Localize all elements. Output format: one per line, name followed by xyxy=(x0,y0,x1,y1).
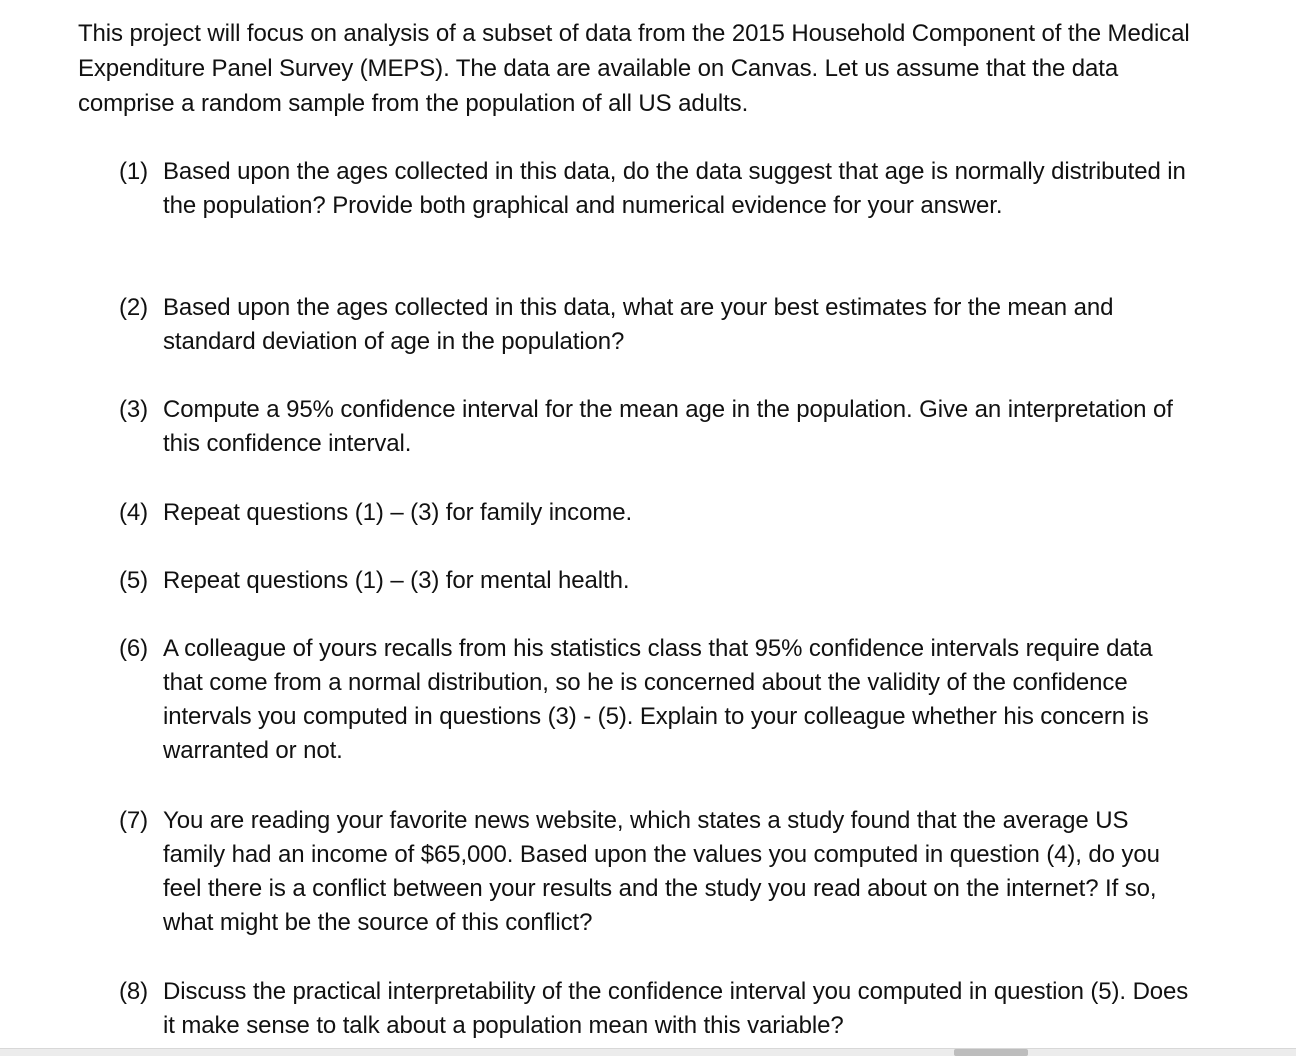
question-number: (6) xyxy=(119,635,149,662)
question-text: Based upon the ages collected in this data, do the data suggest that age is normally distributed in the population? Provide both graphical and numerical evidence for your answer. xyxy=(163,158,1186,219)
question-5 xyxy=(119,564,1194,598)
question-6 xyxy=(119,632,1194,768)
question-text: Based upon the ages collected in this data, what are your best estimates for the mean and standard deviation of age in the population? xyxy=(163,294,1114,355)
horizontal-scrollbar[interactable] xyxy=(0,1048,1296,1056)
question-text: A colleague of yours recalls from his statistics class that 95% confidence intervals require data that come from a normal distribution, so he is concerned about the validity of the confidence intervals you computed in questions (3) - (5). Explain to your colleague whether his concern is warranted or not. xyxy=(163,635,1153,764)
question-text: Repeat questions (1) – (3) for family income. xyxy=(163,499,633,526)
question-2 xyxy=(119,291,1194,359)
question-text: Discuss the practical interpretability of the confidence interval you computed in question (5). Does it make sense to talk about a population mean with this variable? xyxy=(163,978,1189,1039)
question-number: (1) xyxy=(119,158,149,185)
question-text: You are reading your favorite news website, which states a study found that the average US family had an income of $65,000. Based upon the values you computed in question (4), do you feel there is a conflict between your results and the study you read about on the internet? If so, what might be the source of this conflict? xyxy=(163,807,1160,936)
question-4 xyxy=(119,496,1194,530)
question-8 xyxy=(119,975,1194,1043)
question-number: (4) xyxy=(119,499,149,526)
question-text: Repeat questions (1) – (3) for mental health. xyxy=(163,567,630,594)
question-number: (2) xyxy=(119,294,149,321)
question-number: (3) xyxy=(119,396,149,423)
question-number: (7) xyxy=(119,807,149,834)
question-number: (5) xyxy=(119,567,149,594)
question-text: Compute a 95% confidence interval for the mean age in the population. Give an interpretation of this confidence interval. xyxy=(163,396,1173,457)
question-7 xyxy=(119,804,1194,940)
question-3 xyxy=(119,393,1194,461)
scrollbar-thumb[interactable] xyxy=(954,1049,1028,1056)
intro-paragraph: This project will focus on analysis of a subset of data from the 2015 Household Component of the Medical Expenditure Panel Survey (MEPS). The data are available on Canvas. Let us assume that the data comprise a random sample from the population of all US adults. xyxy=(78,20,1190,117)
question-number: (8) xyxy=(119,978,149,1005)
question-1 xyxy=(119,155,1194,223)
